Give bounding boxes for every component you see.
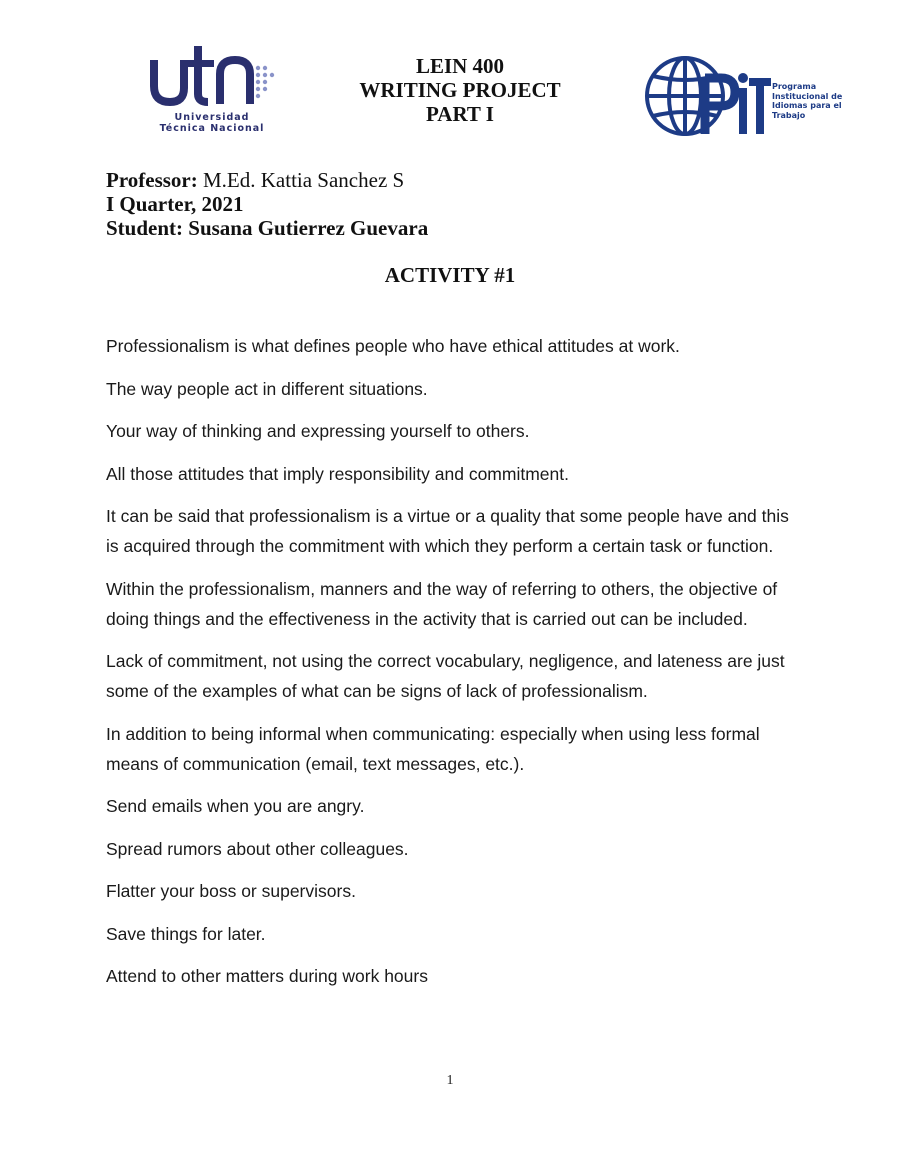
pit-logo-line-3: Idiomas para el (772, 101, 842, 110)
pit-logo-line-2: Institucional de (772, 91, 843, 101)
header-title-line-1: LEIN 400 (415, 54, 505, 78)
utn-logo-mark (150, 42, 280, 112)
paragraph: Send emails when you are angry. (106, 796, 365, 816)
paragraph: Within the professionalism, manners and the way of referring to others, the objective of doing things and the effectiveness in the activity that is carried out can be included. (106, 578, 778, 629)
header-title-line-2: WRITING PROJECT (359, 78, 561, 102)
paragraph: Your way of thinking and expressing yourself to others. (106, 421, 530, 441)
professor-line (106, 168, 428, 192)
globe-icon (643, 52, 771, 142)
paragraph: Spread rumors about other colleagues. (106, 838, 409, 859)
pit-logo-line-4: Trabajo (772, 110, 806, 120)
paragraph: Professionalism is what defines people who have ethical attitudes at work. (106, 336, 680, 356)
paragraph: In addition to being informal when communicating: especially when using less formal means of communication (email, text messages, etc.). (106, 723, 760, 774)
utn-logo-line1: Universidad (174, 112, 250, 123)
info-block (106, 168, 428, 240)
body-text (106, 331, 806, 1004)
utn-logo (150, 42, 280, 134)
paragraph: Attend to other matters during work hours (106, 966, 428, 986)
paragraph: Save things for later. (106, 923, 266, 944)
header-title (330, 54, 590, 126)
paragraph: It can be said that professionalism is a virtue or a quality that some people have and this is acquired through the commitment with which they perform a certain task or function. (106, 506, 789, 556)
paragraph: Flatter your boss or supervisors. (106, 881, 356, 901)
pit-logo (643, 52, 843, 142)
pit-logo-line-1: Programa (772, 82, 817, 91)
professor-label: Professor: (106, 168, 198, 192)
pit-logo-text (772, 82, 842, 120)
paragraph: Lack of commitment, not using the correct vocabulary, negligence, and lateness are just some of the examples of what can be signs of lack of professionalism. (106, 651, 785, 701)
paragraph: The way people act in different situations. (106, 378, 428, 399)
header-title-line-3: PART I (426, 102, 494, 126)
quarter-line: I Quarter, 2021 (106, 192, 244, 216)
activity-title: ACTIVITY #1 (384, 263, 516, 287)
page-number: 1 (446, 1073, 454, 1088)
student-line: Student: Susana Gutierrez Guevara (106, 216, 429, 240)
paragraph: All those attitudes that imply responsibility and commitment. (106, 463, 569, 484)
professor-name: M.Ed. Kattia Sanchez S (197, 168, 405, 192)
utn-logo-line2: Técnica Nacional (159, 123, 265, 134)
